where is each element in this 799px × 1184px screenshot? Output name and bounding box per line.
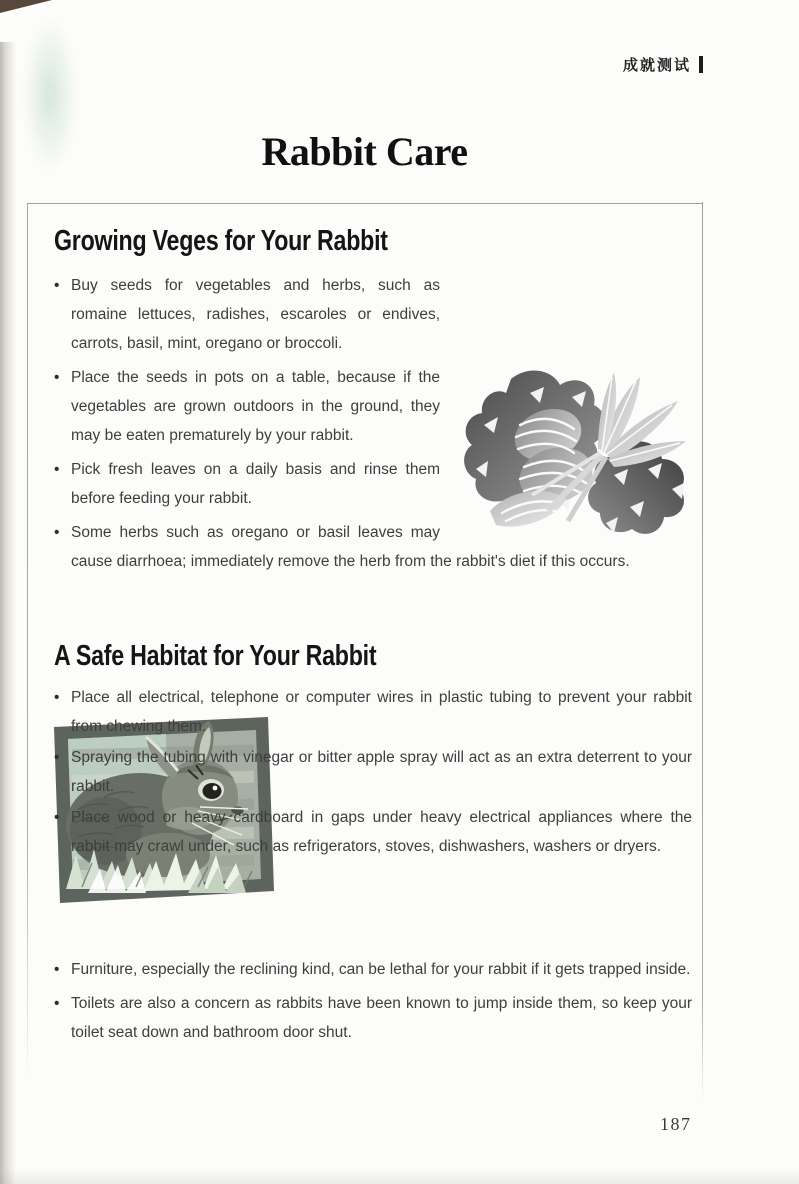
habitat-bullet-list-full-width bbox=[54, 955, 692, 1047]
chapter-header bbox=[623, 54, 703, 75]
content-box-border bbox=[702, 202, 703, 1104]
page-title: Rabbit Care bbox=[261, 129, 468, 174]
chapter-header-bar bbox=[699, 56, 703, 73]
page-number: 187 bbox=[660, 1114, 692, 1134]
book-corner-shadow bbox=[0, 0, 52, 13]
content-box bbox=[27, 203, 702, 1102]
page-bottom-shadow bbox=[0, 1168, 799, 1184]
bullet-item: • Some herbs such as oregano or basil leaves may cause diarrhoea; immediately remove the herb from the rabbit's diet if this occurs. bbox=[54, 518, 692, 576]
bullet-item: • Buy seeds for vegetables and herbs, such as romaine lettuces, radishes, escaroles or endives, carrots, basil, mint, oregano or broccoli. bbox=[54, 271, 692, 358]
bullet-item: • Place all electrical, telephone or computer wires in plastic tubing to prevent your rabbit from chewing them. bbox=[54, 683, 692, 741]
habitat-section-row bbox=[54, 683, 692, 955]
section-heading-growing-veges: Growing Veges for Your Rabbit bbox=[54, 225, 388, 257]
bullet-item: • Place the seeds in pots on a table, because if the vegetables are grown outdoors in the ground, they may be eaten prematurely by your rabbit. bbox=[54, 363, 692, 450]
growing-veges-bullet-list bbox=[54, 271, 692, 576]
bullet-item: • Pick fresh leaves on a daily basis and rinse them before feeding your rabbit. bbox=[54, 455, 692, 513]
habitat-bullet-list bbox=[54, 683, 692, 861]
bullet-item: • Place wood or heavy cardboard in gaps under heavy electrical appliances where the rabbit may crawl under, such as refrigerators, stoves, dishwashers, washers or dryers. bbox=[54, 803, 692, 861]
chapter-header-text: 成就测试 bbox=[622, 56, 691, 74]
bullet-item: • Furniture, especially the reclining kind, can be lethal for your rabbit if it gets trapped inside. bbox=[54, 955, 692, 984]
section-heading-safe-habitat: A Safe Habitat for Your Rabbit bbox=[54, 640, 377, 672]
page-left-edge-shadow bbox=[0, 42, 16, 1184]
bullet-item: • Spraying the tubing with vinegar or bitter apple spray will act as an extra deterrent to your rabbit. bbox=[54, 743, 692, 801]
bullet-item: • Toilets are also a concern as rabbits have been known to jump inside them, so keep your toilet seat down and bathroom door shut. bbox=[54, 989, 692, 1047]
book-page-edges bbox=[757, 0, 799, 1184]
